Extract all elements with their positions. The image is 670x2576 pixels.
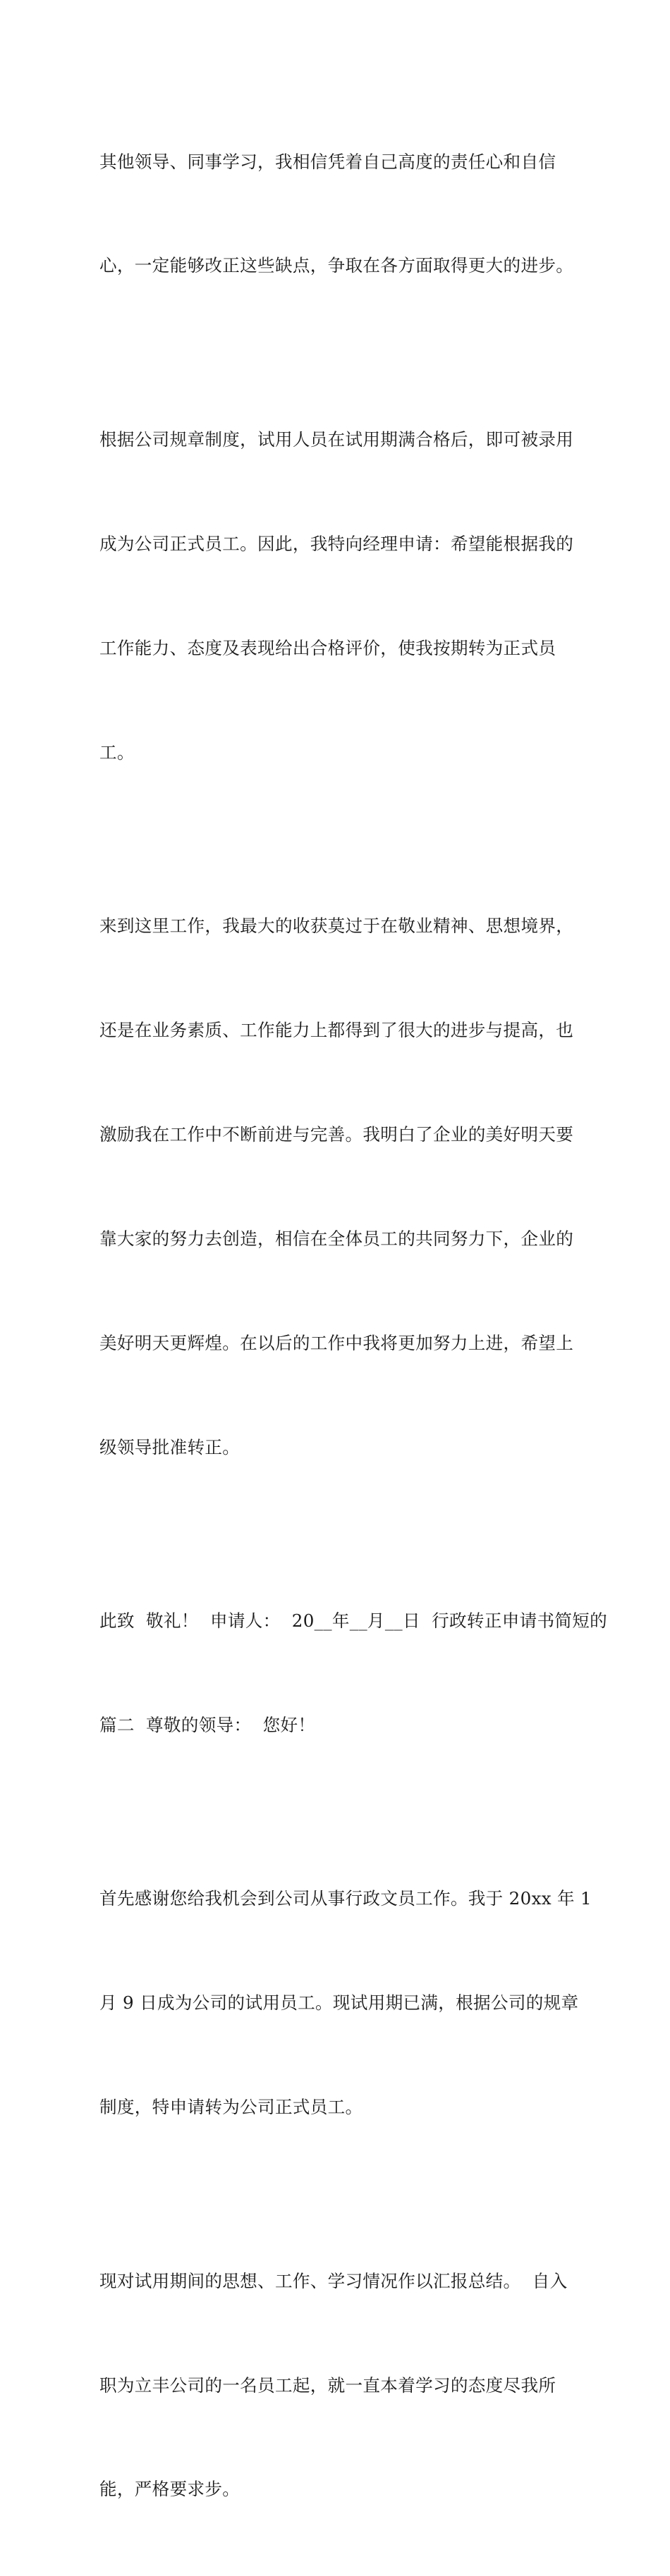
text-line: 激励我在工作中不断前进与完善。我明白了企业的美好明天要 [99, 1123, 574, 1145]
text-line: 工作能力、态度及表现给出合格评价，使我按期转为正式员 [99, 637, 556, 658]
paragraph [99, 1534, 608, 1811]
document-body [99, 75, 608, 2576]
text-line: 心，一定能够改正这些缺点，争取在各方面取得更大的进步。 [99, 255, 574, 276]
text-line: 制度，特申请转为公司正式员工。 [99, 2097, 363, 2118]
text-line: 靠大家的努力去创造，相信在全体员工的共同努力下，企业的 [99, 1228, 574, 1249]
paragraph [99, 839, 579, 1534]
text-line: 根据公司规章制度，试用人员在试用期满合格后，即可被录用 [99, 429, 574, 450]
paragraph [99, 2194, 579, 2576]
paragraph [99, 1812, 592, 2194]
text-line: 美好明天更辉煌。在以后的工作中我将更加努力上进，希望上 [99, 1332, 574, 1353]
text-line: 来到这里工作，我最大的收获莫过于在敬业精神、思想境界， [99, 916, 574, 937]
text-line: 职为立丰公司的一名员工起，就一直本着学习的态度尽我所 [99, 2374, 556, 2396]
paragraph [99, 352, 579, 839]
text-line: 能，严格要求步。 [99, 2479, 240, 2500]
text-line: 月 9 日成为公司的试用员工。现试用期已满，根据公司的规章 [99, 1992, 579, 2014]
text-line: 此致 敬礼！ 申请人： 20__年__月__日 行政转正申请书简短的 [99, 1610, 608, 1632]
text-line: 成为公司正式员工。因此，我特向经理申请：希望能根据我的 [99, 533, 574, 554]
text-line: 级领导批准转正。 [99, 1436, 240, 1458]
text-line: 还是在业务素质、工作能力上都得到了很大的进步与提高，也 [99, 1020, 574, 1041]
text-line: 现对试用期间的思想、工作、学习情况作以汇报总结。 自入 [99, 2270, 568, 2291]
text-line: 其他领导、同事学习，我相信凭着自己高度的责任心和自信 [99, 151, 556, 172]
text-line: 首先感谢您给我机会到公司从事行政文员工作。我于 20xx 年 1 [99, 1888, 592, 1909]
text-line: 篇二 尊敬的领导： 您好！ [99, 1714, 316, 1735]
paragraph [99, 75, 579, 352]
text-line: 工。 [99, 741, 135, 763]
